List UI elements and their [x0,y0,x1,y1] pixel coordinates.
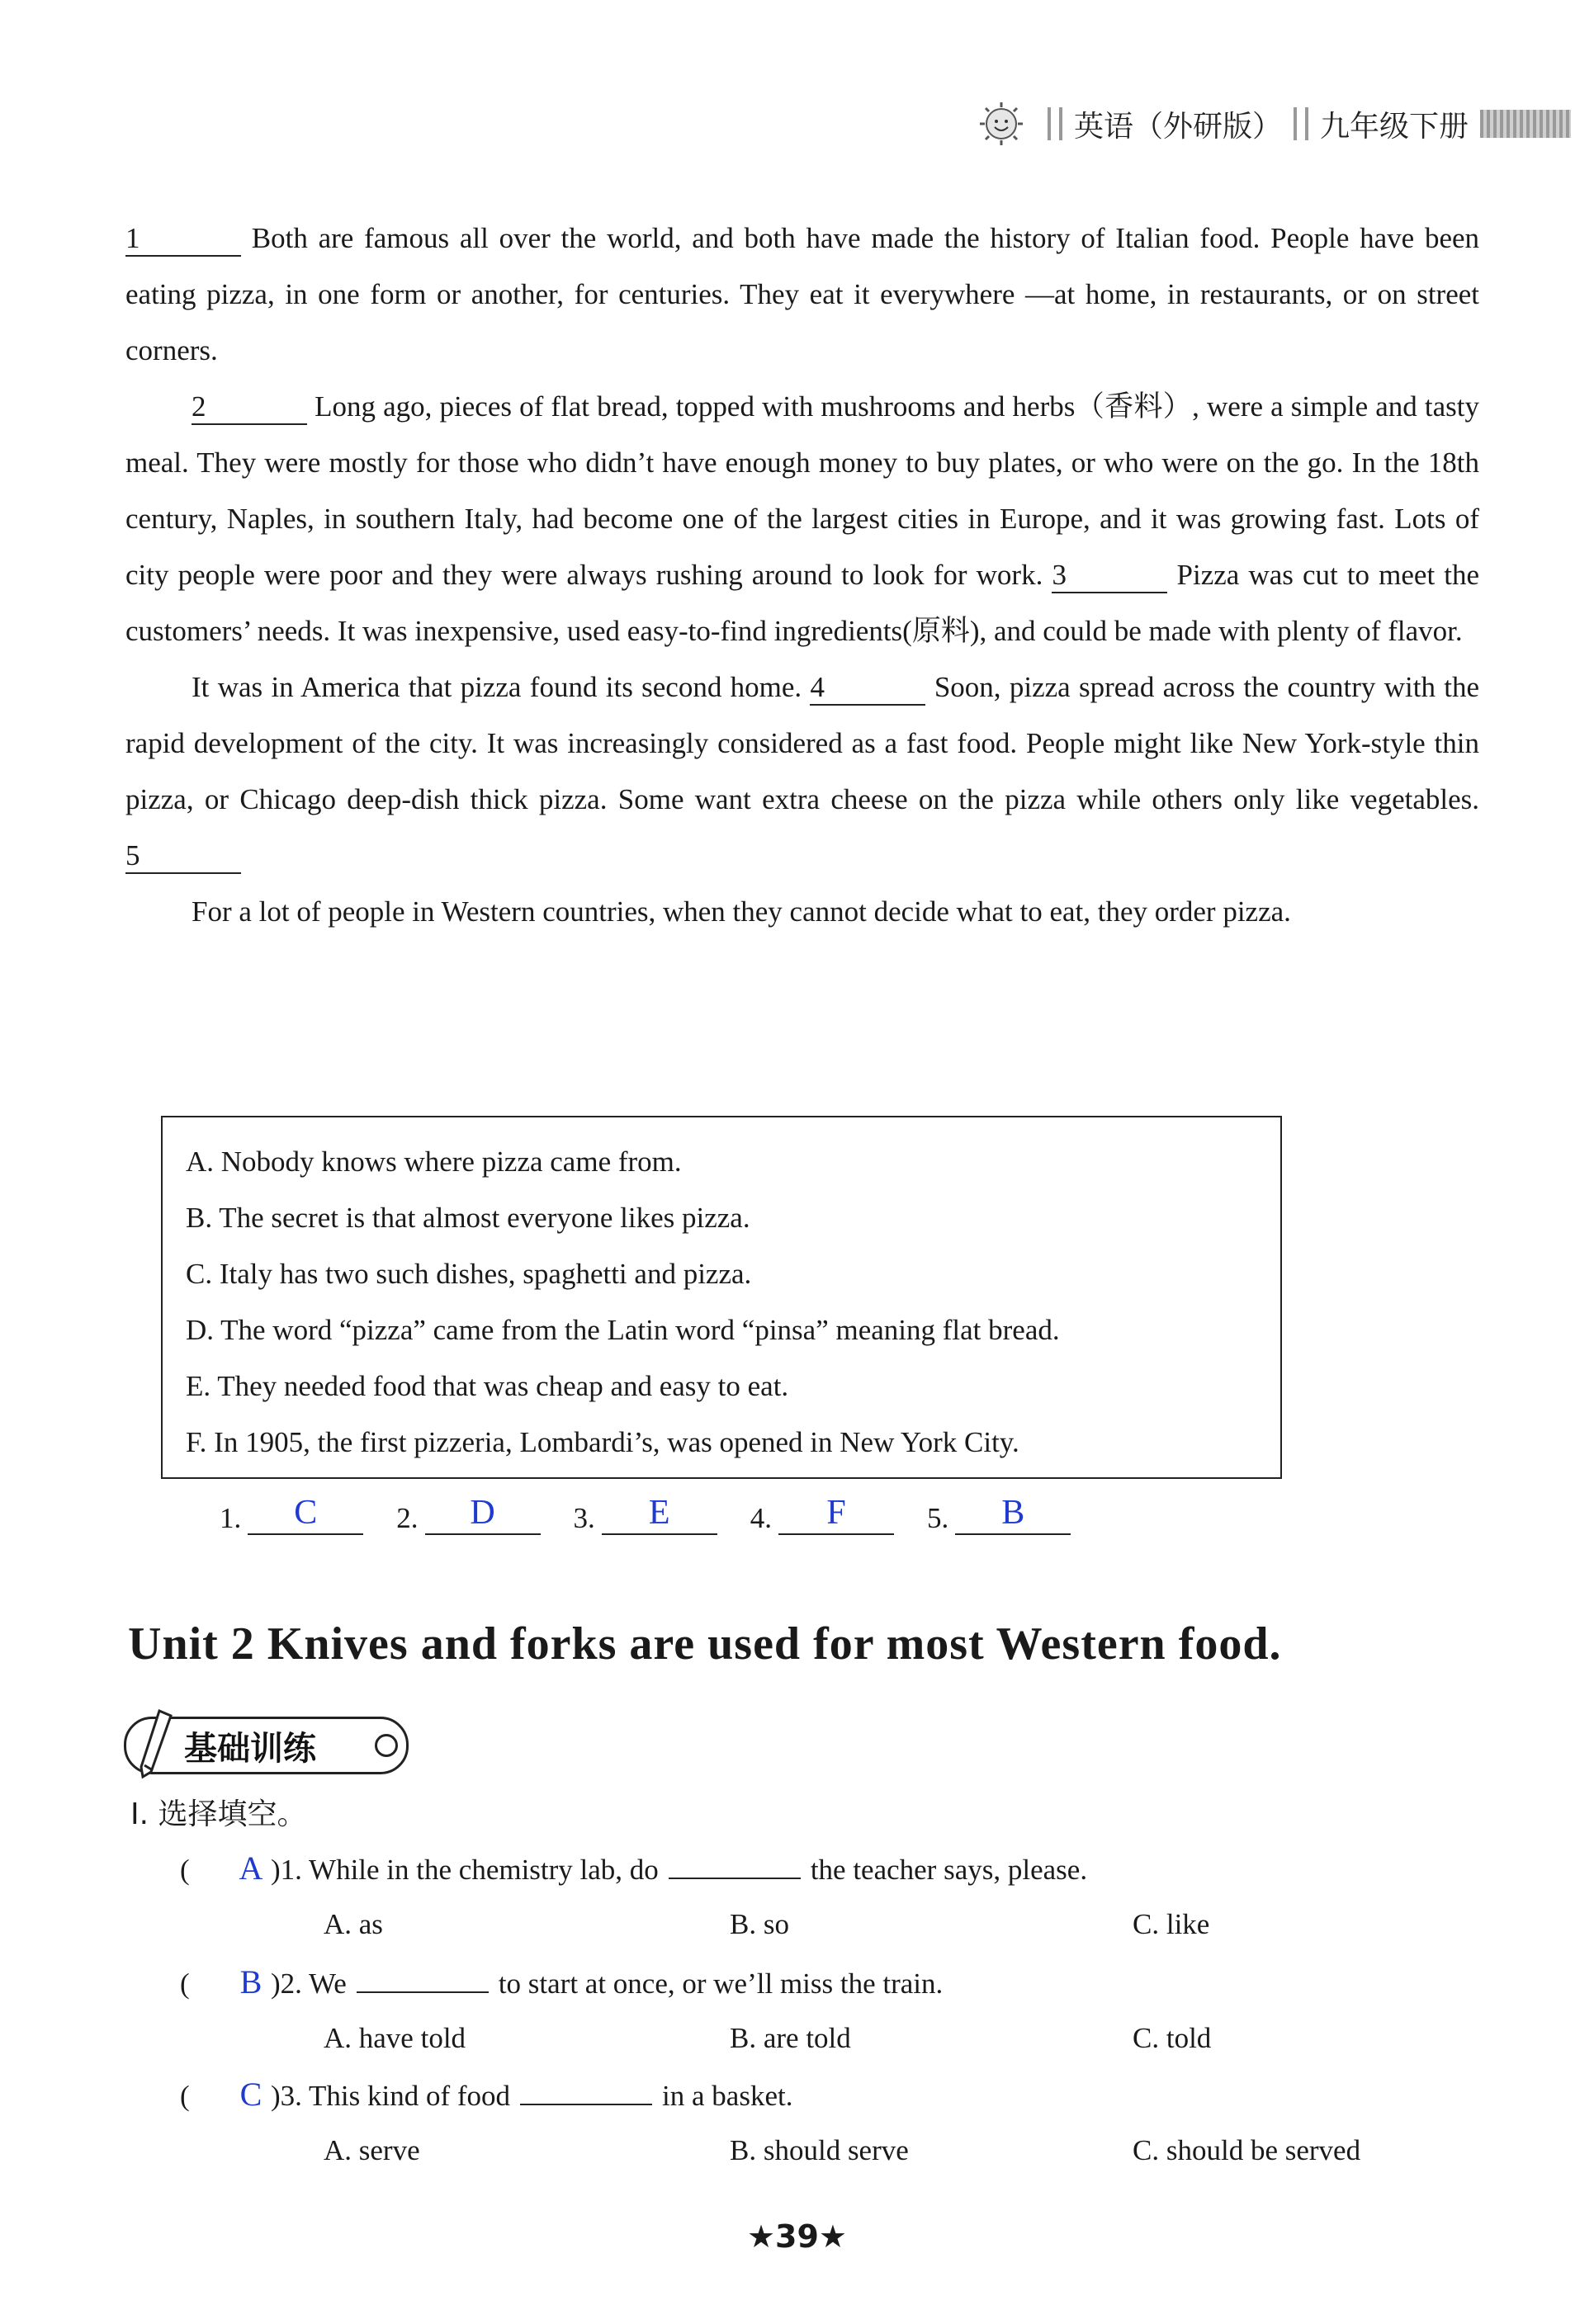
paragraph-2 [125,379,1479,659]
question-blank [669,1853,801,1879]
answer-value[interactable]: D [425,1492,541,1535]
question-answer[interactable]: C [239,2076,263,2113]
section-badge [124,1717,409,1774]
question-text-a: While in the chemistry lab, do [309,1854,659,1886]
option-f: F. In 1905, the first pizzeria, Lombardi’s, was opened in New York City. [186,1426,1019,1458]
question-blank [357,1967,489,1993]
options-box [161,1116,1282,1479]
answer-value[interactable]: F [778,1492,894,1535]
blank-1: 1 [125,222,241,257]
answer-1 [220,1492,363,1535]
answer-number: 3. [573,1502,595,1534]
answer-3 [574,1492,717,1535]
smiley-sun-icon [978,101,1024,147]
question-text-b: to start at once, or we’ll miss the train. [498,1967,944,2000]
header-grade: 九年级下册 [1319,109,1469,144]
page-header [978,97,1571,150]
answer-value[interactable]: C [248,1492,363,1535]
answer-number: 1. [220,1502,242,1534]
question-text-b: the teacher says, please. [810,1854,1088,1886]
question-text-a: We [309,1967,347,2000]
reading-passage [125,210,1479,940]
q1-option-b: B. so [730,1908,789,1940]
question-number: )2. [271,1967,302,2000]
blank-5: 5 [125,839,241,874]
answer-number: 5. [927,1502,949,1534]
section-heading: Ⅰ. 选择填空。 [130,1797,307,1831]
blank-3: 3 [1052,559,1167,593]
q3-option-a: A. serve [324,2134,420,2166]
answer-number: 2. [396,1502,419,1534]
option-c: C. Italy has two such dishes, spaghetti and pizza. [186,1258,752,1290]
question-blank [520,2079,652,2105]
paragraph-3-text-b: Soon, pizza spread across the country with the rapid development of the city. It was increasingly considered as a fast food. People might like New York-style thin pizza, or Chicago deep-dish thick pizza. Some want extra cheese on the pizza while others only like vegetables. [125,671,1480,815]
option-b: B. The secret is that almost everyone likes pizza. [186,1202,750,1234]
question-number: )1. [271,1854,302,1886]
open-paren: ( [180,1854,190,1886]
question-text-b: in a basket. [662,2080,793,2112]
q2-option-b: B. are told [730,2022,851,2054]
header-divider [1294,107,1308,140]
q3-option-c: C. should be served [1133,2134,1361,2166]
open-paren: ( [180,2080,190,2112]
paragraph-2-text-a: Long ago, pieces of flat bread, topped with mushrooms and herbs（香料）, were a simple and tasty meal. They were mostly for those who didn’t have enough money to buy plates, or who were on the go. In the 18th century, Naples, in southern Italy, had become one of the largest cities in Europe, and it was growing fast. Lots of city people were poor and they were always rushing around to look for work. [125,390,1480,591]
paragraph-4-text: For a lot of people in Western countries, when they cannot decide what to eat, they order pizza. [192,895,1291,928]
question-answer[interactable]: A [239,1849,263,1887]
header-subject: 英语（外研版） [1073,109,1282,144]
question-2 [180,1963,943,2001]
q2-option-a: A. have told [324,2022,466,2054]
q1-option-c: C. like [1133,1908,1210,1940]
paragraph-3-text-a: It was in America that pizza found its second home. [192,671,802,703]
open-paren: ( [180,1967,190,2000]
page-number: ★39★ [746,2218,847,2255]
header-decoration [1480,110,1571,138]
blank-2: 2 [192,390,307,425]
pencil-icon [135,1708,177,1782]
q2-option-c: C. told [1133,2022,1212,2054]
option-a: A. Nobody knows where pizza came from. [186,1145,682,1178]
blank-4: 4 [810,671,925,706]
answer-value[interactable]: B [955,1492,1071,1535]
option-e: E. They needed food that was cheap and easy to eat. [186,1370,789,1402]
badge-label: 基础训练 [184,1729,316,1768]
question-answer[interactable]: B [239,1963,263,2000]
answer-value[interactable]: E [602,1492,717,1535]
answer-5 [927,1492,1071,1535]
paragraph-3 [125,659,1479,884]
paragraph-1-text: Both are famous all over the world, and both have made the history of Italian food. People have been eating pizza, in one form or another, for centuries. They eat it everywhere —at home, in restaurants, or on street corners. [125,222,1480,366]
answer-number: 4. [750,1502,772,1534]
q3-option-b: B. should serve [730,2134,909,2166]
answer-4 [750,1492,894,1535]
q1-option-a: A. as [324,1908,383,1940]
answer-row [220,1492,1071,1535]
question-1 [180,1849,1087,1887]
ring-icon [375,1734,398,1757]
question-3 [180,2075,792,2114]
paragraph-1 [125,210,1479,379]
paragraph-2-text-b: Pizza was cut to meet the customers’ needs. It was inexpensive, used easy-to-find ingredients(原料), and could be made with plenty of flavor. [125,559,1480,647]
question-text-a: This kind of food [309,2080,511,2112]
paragraph-4 [125,884,1479,940]
unit-title: Unit 2 Knives and forks are used for most Western food. [128,1618,1282,1670]
question-number: )3. [271,2080,302,2112]
header-divider [1048,107,1062,140]
option-d: D. The word “pizza” came from the Latin word “pinsa” meaning flat bread. [186,1314,1060,1346]
answer-2 [396,1492,540,1535]
